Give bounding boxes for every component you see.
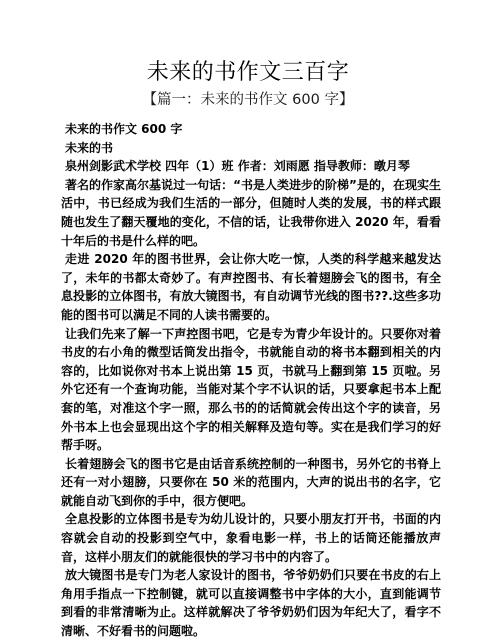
author-line: 泉州剑影武术学校 四年（1）班 作者：刘雨愿 指导教师：暾月琴 xyxy=(65,159,410,174)
essay-heading: 未来的书作文 600 字 xyxy=(65,122,183,136)
paragraph: 放大镜图书是专门为老人家设计的图书，爷爷奶奶们只要在书皮的右上角用手指点一下控制键，就可以直接调整书中字体的大小，直到能调节到看的非常清晰为止。这样就解决了爷爷奶奶们因为年纪大了，看字不清晰、不好看书的问题啦。 xyxy=(61,568,441,639)
document-title: 未来的书作文三百字 xyxy=(146,60,350,85)
paragraph: 全息投影的立体图书是专为幼儿设计的，只要小朋友打开书，书面的内容就会自动的投影到空气中，象看电影一样，书上的话筒还能播放声音，这样小朋友们的就能很快的学习书中的内容了。 xyxy=(61,512,441,564)
paragraph: 让我们先来了解一下声控图书吧，它是专为青少年设计的。只要你对着书皮的右小角的微型话筒发出指令，书就能自动的将书本翻到相关的内容的，比如说你对书本上说出第 15 页，书就马上翻到第 15 页啦。另外它还有一个查询功能，当能对某个字不认识的话，只要拿起书本上配套的笔，对准这个字一照，那么书的的话简就会传出这个字的读音，另外书本上也会显现出这个字的相关解释及造句等。实在是我们学习的好帮手呀。 xyxy=(61,326,441,453)
essay-title: 未来的书 xyxy=(65,140,114,155)
document-subtitle: 【篇一：未来的书作文 600 字】 xyxy=(142,92,354,108)
document-body xyxy=(61,120,441,641)
paragraph: 走进 2020 年的图书世界，会让你大吃一惊，人类的科学越来越发达了，未年的书都太奇妙了。有声控图书、有长着翅膀会飞的图书，有全息投影的立体图书，有放大镜图书，有自动调节光线的图书??.这些多功能的图书可以满足不同的人读书需要的。 xyxy=(61,252,441,322)
paragraph: 长着翅膀会飞的图书它是由话音系统控制的一种图书，另外它的书脊上还有一对小翅膀，只要你在 50 米的范围内，大声的说出书的名字，它就能自动飞到你的手中，很方便吧。 xyxy=(61,456,441,508)
paragraph: 著名的作家高尔基说过一句话：“书是人类进步的阶梯”是的，在现实生活中，书已经成为我们生活的一部分，但随时人类的发展，书的样式跟随也发生了翻天覆地的变化，不信的话，让我带你进入 2020 年，看看十年后的书是什么样的吧。 xyxy=(61,177,441,248)
